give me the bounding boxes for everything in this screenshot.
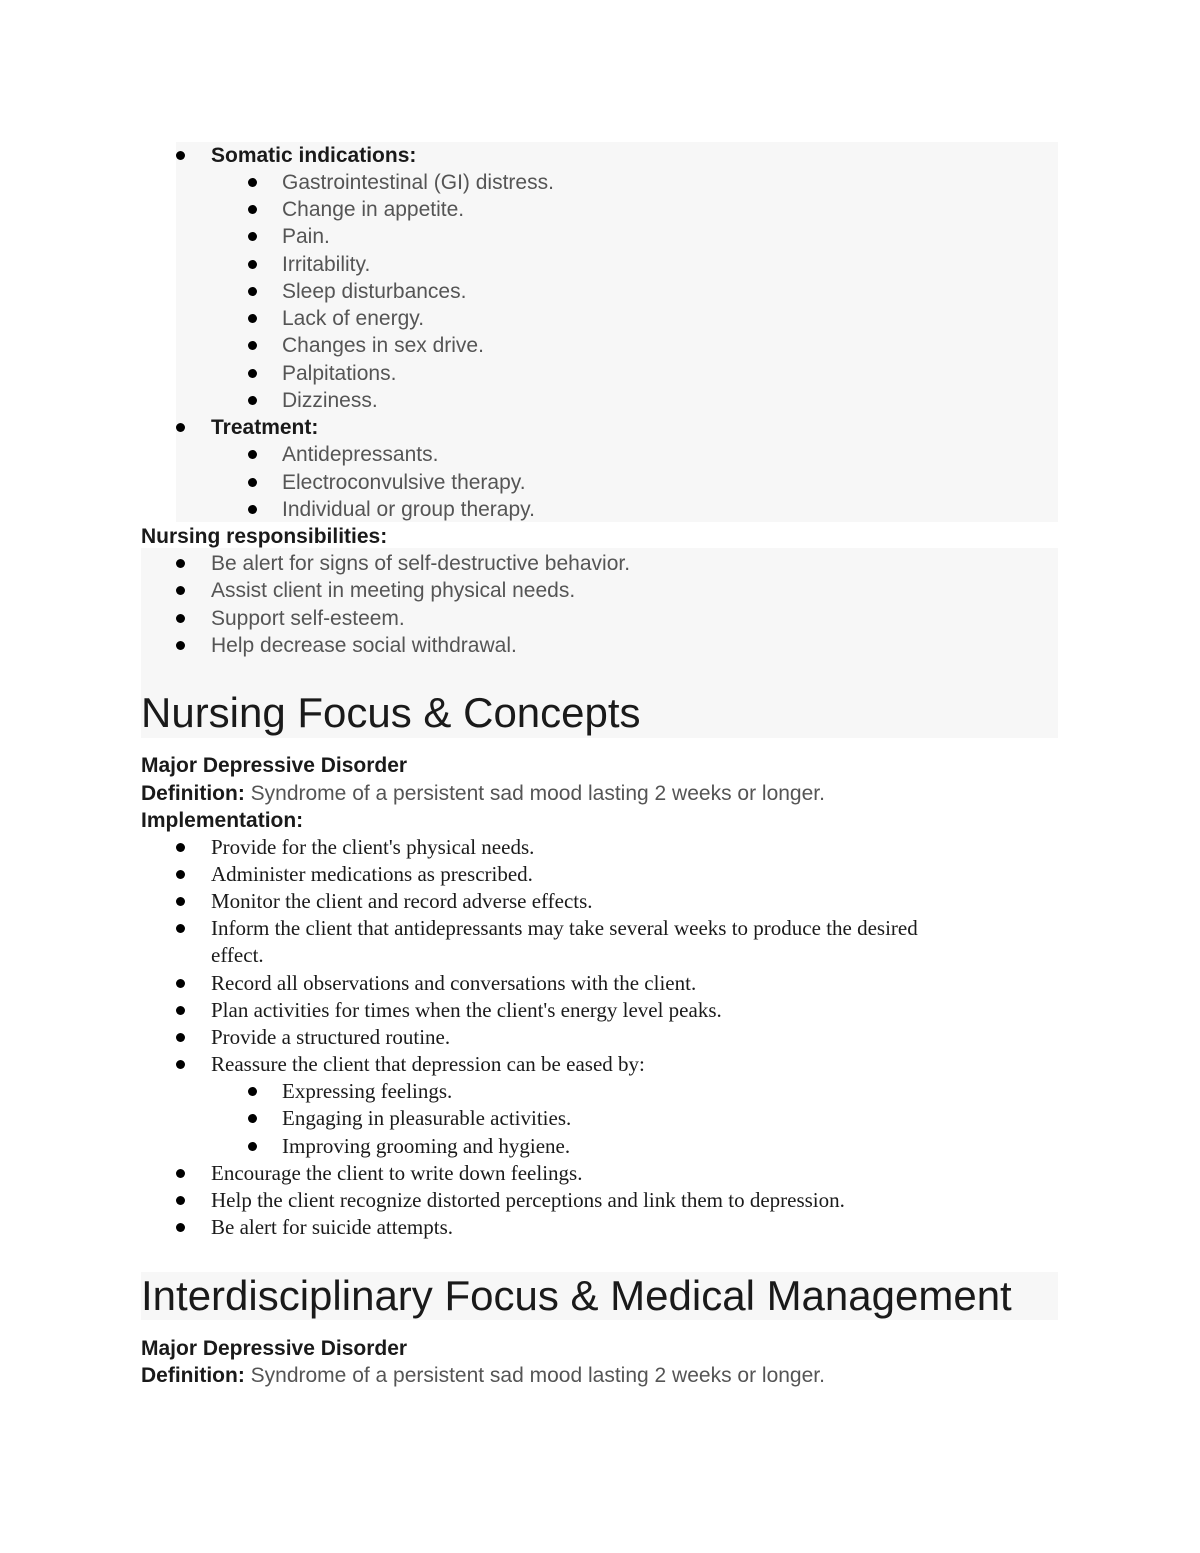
somatic-item: Sleep disturbances. (282, 280, 467, 303)
bullet (176, 1006, 185, 1015)
implementation-item: Reassure the client that depression can be eased by: (211, 1052, 645, 1076)
bullet (176, 870, 185, 879)
bullet (248, 205, 257, 214)
bullet (176, 1060, 185, 1069)
treatment-item: Electroconvulsive therapy. (282, 471, 526, 494)
implementation-item: Record all observations and conversations with the client. (211, 971, 697, 995)
implementation-subitem: Expressing feelings. (282, 1079, 453, 1103)
definition-text: Syndrome of a persistent sad mood lasting 2 weeks or longer. (244, 1364, 825, 1387)
implementation-item: Monitor the client and record adverse effects. (211, 889, 593, 913)
treatment-item: Individual or group therapy. (282, 498, 535, 521)
nursing-resp-item: Support self-esteem. (211, 607, 405, 630)
somatic-item: Change in appetite. (282, 198, 465, 221)
bullet (248, 341, 257, 350)
definition-label: Definition: (141, 1364, 245, 1387)
bullet (176, 1033, 185, 1042)
implementation-item: Help the client recognize distorted perceptions and link them to depression. (211, 1188, 845, 1212)
bullet (248, 178, 257, 187)
bullet (248, 478, 257, 487)
definition-text: Syndrome of a persistent sad mood lasting 2 weeks or longer. (244, 782, 825, 805)
disorder-title: Major Depressive Disorder (141, 1337, 408, 1360)
nursing-resp-item: Help decrease social withdrawal. (211, 634, 517, 657)
bullet (248, 396, 257, 405)
bullet (176, 979, 185, 988)
bullet (176, 641, 185, 650)
implementation-item: Plan activities for times when the client's energy level peaks. (211, 998, 722, 1022)
somatic-item: Lack of energy. (282, 307, 425, 330)
definition-line (141, 780, 825, 807)
somatic-label: Somatic indications: (211, 144, 417, 167)
bullet (176, 1223, 185, 1232)
bullet (248, 260, 257, 269)
bullet (248, 450, 257, 459)
nursing-resp-item: Be alert for signs of self-destructive behavior. (211, 552, 631, 575)
implementation-item: Encourage the client to write down feelings. (211, 1161, 583, 1185)
treatment-item: Antidepressants. (282, 443, 439, 466)
bullet (176, 559, 185, 568)
bullet (176, 586, 185, 595)
bullet (248, 369, 257, 378)
treatment-label: Treatment: (211, 416, 319, 439)
implementation-subitem: Engaging in pleasurable activities. (282, 1106, 572, 1130)
bullet (176, 843, 185, 852)
nursing-responsibilities-label: Nursing responsibilities: (141, 525, 388, 548)
somatic-item: Dizziness. (282, 389, 378, 412)
bullet (248, 287, 257, 296)
somatic-item: Irritability. (282, 253, 371, 276)
bullet (248, 1087, 257, 1096)
implementation-item: Inform the client that antidepressants may take several weeks to produce the desired (211, 916, 918, 940)
implementation-label: Implementation: (141, 809, 304, 832)
definition-label: Definition: (141, 782, 245, 805)
somatic-item: Pain. (282, 225, 330, 248)
implementation-item: Provide for the client's physical needs. (211, 835, 535, 859)
bullet (248, 314, 257, 323)
somatic-item: Palpitations. (282, 362, 397, 385)
definition-line (141, 1362, 825, 1389)
disorder-title: Major Depressive Disorder (141, 754, 408, 777)
implementation-item: Provide a structured routine. (211, 1025, 451, 1049)
bullet (176, 1196, 185, 1205)
bullet (176, 151, 185, 160)
implementation-item-continuation: effect. (211, 943, 264, 967)
bullet (176, 897, 185, 906)
bullet (176, 1169, 185, 1178)
somatic-item: Changes in sex drive. (282, 334, 484, 357)
bullet (248, 1114, 257, 1123)
bullet (248, 232, 257, 241)
bullet (176, 423, 185, 432)
implementation-subitem: Improving grooming and hygiene. (282, 1134, 571, 1158)
implementation-item: Be alert for suicide attempts. (211, 1215, 454, 1239)
somatic-item: Gastrointestinal (GI) distress. (282, 171, 554, 194)
bullet (176, 614, 185, 623)
bullet (248, 1142, 257, 1151)
nursing-focus-heading: Nursing Focus & Concepts (141, 689, 641, 736)
bullet (248, 505, 257, 514)
implementation-item: Administer medications as prescribed. (211, 862, 533, 886)
nursing-resp-item: Assist client in meeting physical needs. (211, 579, 576, 602)
interdisciplinary-heading: Interdisciplinary Focus & Medical Management (141, 1272, 1012, 1319)
bullet (176, 924, 185, 933)
